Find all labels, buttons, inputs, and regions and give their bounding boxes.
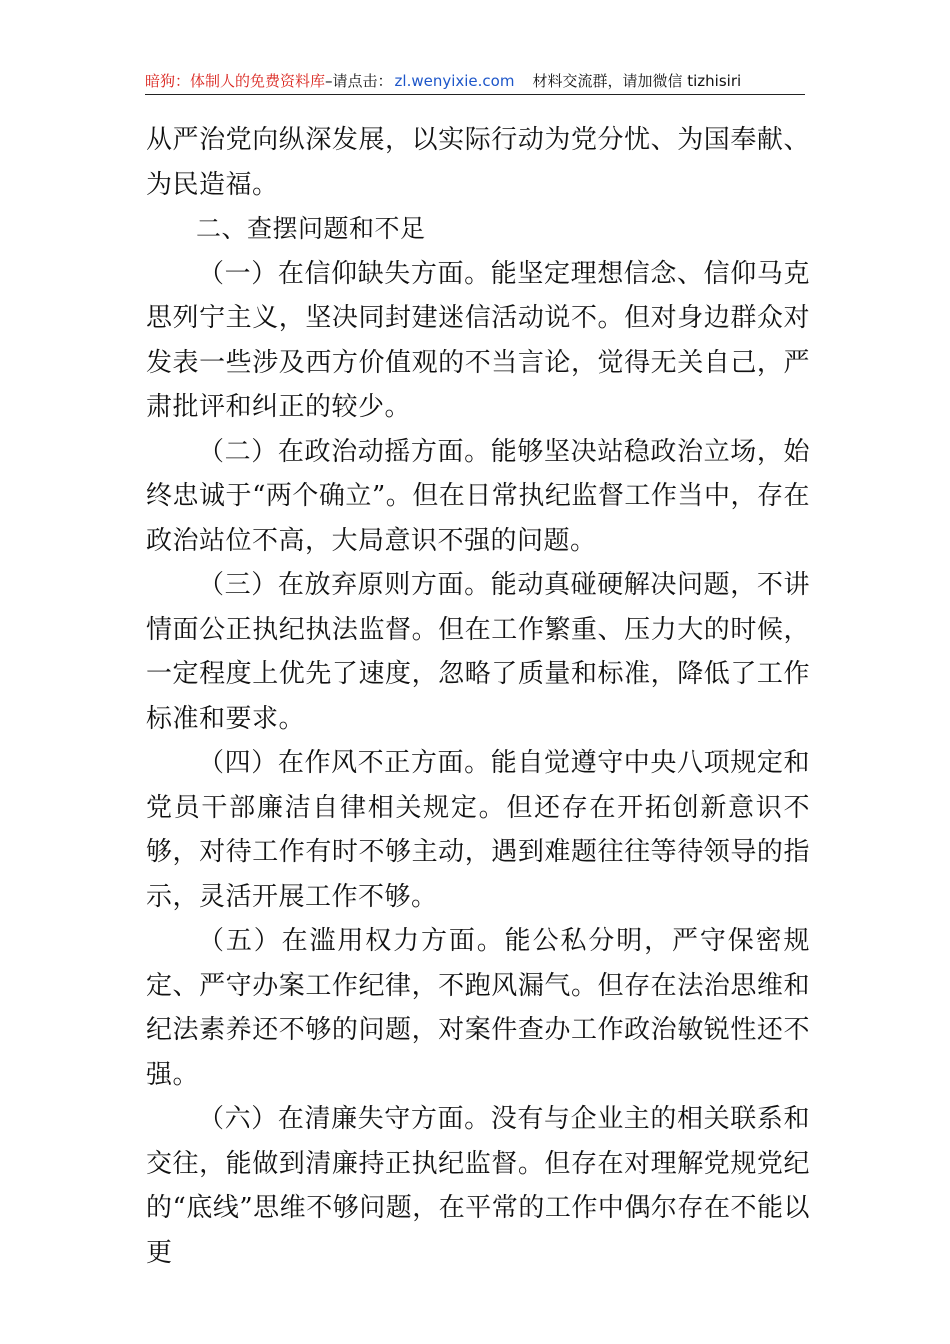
header-contact: 材料交流群，请加微信 tizhisiri — [532, 72, 742, 90]
header-link[interactable]: zl.wenyixie.com — [394, 72, 515, 90]
item-paragraph-6: （六）在清廉失守方面。没有与企业主的相关联系和交往，能做到清廉持正执纪监督。但存在对理解党规党纪的“底线”思维不够问题，在平常的工作中偶尔存在不能以更 — [146, 1104, 810, 1268]
document-body — [146, 118, 810, 1275]
intro-paragraph: 从严治党向纵深发展，以实际行动为党分忧、为国奉献、为民造福。 — [146, 125, 810, 200]
item-paragraph-4: （四）在作风不正方面。能自觉遵守中央八项规定和党员干部廉洁自律相关规定。但还存在开拓创新意识不够，对待工作有时不够主动，遇到难题往往等待领导的指示，灵活开展工作不够。 — [146, 748, 810, 912]
page-header — [145, 68, 805, 95]
header-brand: 暗狗：体制人的免费资料库 — [145, 72, 326, 90]
item-paragraph-5: （五）在滥用权力方面。能公私分明，严守保密规定、严守办案工作纪律，不跑风漏气。但存在法治思维和纪法素养还不够的问题，对案件查办工作政治敏锐性还不强。 — [146, 926, 810, 1090]
item-paragraph-2: （二）在政治动摇方面。能够坚决站稳政治立场，始终忠诚于“两个确立”。但在日常执纪监督工作当中，存在政治站位不高，大局意识不强的问题。 — [146, 436, 810, 556]
section-heading: 二、查摆问题和不足 — [196, 214, 426, 243]
header-prompt: –请点击： — [325, 72, 393, 90]
item-paragraph-1: （一）在信仰缺失方面。能坚定理想信念、信仰马克思列宁主义，坚决同封建迷信活动说不。但对身边群众对发表一些涉及西方价值观的不当言论，觉得无关自己，严肃批评和纠正的较少。 — [146, 258, 810, 422]
item-paragraph-3: （三）在放弃原则方面。能动真碰硬解决问题，不讲情面公正执纪执法监督。但在工作繁重、压力大的时候，一定程度上优先了速度，忽略了质量和标准，降低了工作标准和要求。 — [146, 570, 810, 734]
